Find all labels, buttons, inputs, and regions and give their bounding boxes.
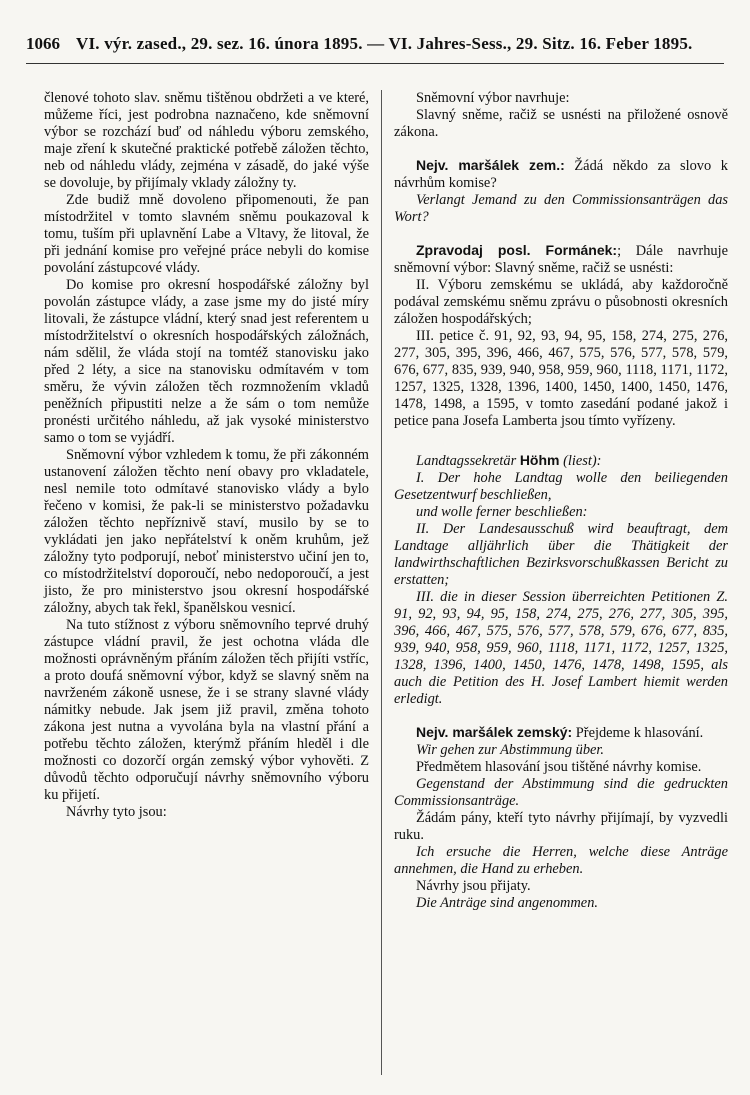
- paragraph-german: Wir gehen zur Abstimmung über.: [416, 742, 605, 758]
- paragraph-german: Verlangt Jemand zu den Commissionsanträgen das Wort?: [394, 192, 728, 225]
- page-number: 1066: [26, 34, 60, 53]
- speaker-note: (liest):: [563, 453, 602, 469]
- paragraph: II. Výboru zemskému se ukládá, aby každoročně podával zemskému sněmu zprávu o působnosti okresních záložen hospodářských;: [394, 277, 728, 327]
- paragraph-german: und wolle ferner beschließen:: [416, 504, 588, 520]
- paragraph: Do komise pro okresní hospodářské záložny byl povolán zástupce vlády, a zase jsme my do jisté míry litovali, že zástupce vládní, který snad jest referentem u místodržitelství o okresních hospodářských záložnách, nám sdělil, že vláda stojí na tomtéž stanovisku jako před 2 léty, a sice na stanovisku odmítavém v tom směru, že vývin záložen těch rozmnožením vkladů peněžních připustiti nelze a že sám o tom nemůže pronésti určitého náhledu, až jak vysoké ministerstvo samo o tom se vyjádří.: [44, 277, 369, 446]
- paragraph: členové tohoto slav. sněmu tištěnou obdržeti a ve které, můžeme říci, jest podrobna naznačeno, kde sněmovní výbor se rozchází buď od náhledu výboru zemského, maje zření k skutečné praktické potřebě záložen těchto, neb od náhledu vlády, zejména v zásadě, do jaké výše se dovoluje, by přijímaly vklady záložny ty.: [44, 90, 369, 191]
- paragraph: Na tuto stížnost z výboru sněmovního teprvé druhý zástupce vládní pravil, že jest ochotna vláda dle možnosti oprávněným přáním záložen těch přijíti vstříc, a proto doufá sněmovní výbor, když se slavný sněm na navrženém zákoně usnese, že i se strany slavné vlády námitky nebude. Jak jsem již pravil, změna tohoto zákona jest nutna a vyvolána byla na vlastní přání a potřebu těchto záložen, kterýmž přáním hleděl i dle možnosti co dozorčí orgán zemský výbor vyhověti. Z důvodů těchto odporučují návrhy sněmovního výboru ku přijetí.: [44, 617, 369, 803]
- paragraph-german: III. die in dieser Session überreichten Petitionen Z. 91, 92, 93, 94, 95, 158, 274, 275, 276, 277, 305, 395, 396, 466, 467, 575, 576, 577, 578, 579, 676, 677, 835, 939, 940, 958, 959, 960, 1118, 1171, 1172, 1257, 1325, 1328, 1396, 1400, 1450, 1476, 1478, 1498, 1595, als auch die Petition des H. Josef Lambert hiemit werden erledigt.: [394, 589, 728, 707]
- speaker-title: Landtagssekretär: [416, 453, 517, 469]
- paragraph: Žádám pány, kteří tyto návrhy přijímají, by vyzvedli ruku.: [394, 810, 728, 843]
- speech-text: Žádá někdo za slovo k návrhům komise?: [394, 158, 728, 191]
- paragraph: Sněmovní výbor vzhledem k tomu, že při zákonném ustanovení záložen těchto není obavy pro vkladatele, nesl nemile toto odmítavé stanovisko vlády a bylo řečeno v komisi, že pak-li se ministerstvo požadavku záložen těchto nepříznivě staví, musilo by se to vykládati jen jako nepřátelství k oněm kruhům, jež záložny tyto podporují, neboť ministerstvo učiní jen to, co místodržitelství doporoučí, nebo nedoporoučí, a jest jisto, že pro ministerstvo jsou okresní hospodářské záložny, abych tak řekl, španělskou vesnicí.: [44, 447, 369, 616]
- paragraph: Předmětem hlasování jsou tištěné návrhy komise.: [416, 759, 702, 775]
- two-column-body: [44, 90, 728, 1075]
- paragraph: Návrhy tyto jsou:: [66, 804, 167, 820]
- paragraph: Zde budiž mně dovoleno připomenouti, že pan místodržitel v tomto slavném sněmu poukazoval k tomu, tuším při uplavnění Labe a Vltavy, že litoval, že při jednání komise pro veřejné práce nebyli do komise povolání zástupcové vlády.: [44, 192, 369, 276]
- left-column: [44, 90, 381, 1075]
- paragraph: Sněmovní výbor navrhuje:: [416, 90, 570, 106]
- speaker-name: Höhm: [519, 452, 560, 468]
- right-column: [381, 90, 728, 1075]
- paragraph-german: Gegenstand der Abstimmung sind die gedruckten Commissionsanträge.: [394, 776, 728, 809]
- speech-text: ; Dále navrhuje sněmovní výbor: Slavný sněme, račiž se usnésti:: [394, 243, 728, 276]
- spacer: [394, 226, 728, 242]
- spacer: [394, 708, 728, 724]
- speaker-paragraph: [394, 452, 728, 470]
- paragraph-german: I. Der hohe Landtag wolle den beiliegenden Gesetzentwurf beschließen,: [394, 470, 728, 503]
- paragraph: Návrhy jsou přijaty.: [416, 878, 531, 894]
- paragraph-german: II. Der Landesausschuß wird beauftragt, dem Landtage alljährlich über die Thätigkeit der landwirthschaftlichen Bezirksvorschußkassen Bericht zu erstatten;: [394, 521, 728, 588]
- speaker-name: Zpravodaj posl. Formánek:: [416, 242, 618, 258]
- speaker-name: Nejv. maršálek zem.:: [416, 157, 565, 173]
- speaker-name: Nejv. maršálek zemský:: [416, 724, 573, 740]
- paragraph-german: Ich ersuche die Herren, welche diese Anträge annehmen, die Hand zu erheben.: [394, 844, 728, 877]
- page-header: [26, 34, 724, 64]
- spacer: [394, 430, 728, 452]
- speaker-paragraph: [394, 242, 728, 277]
- paragraph: Slavný sněme, račiž se usnésti na přiložené osnově zákona.: [394, 107, 728, 140]
- paragraph: III. petice č. 91, 92, 93, 94, 95, 158, 274, 275, 276, 277, 305, 395, 396, 466, 467, 575, 576, 577, 578, 579, 676, 677, 835, 939, 940, 958, 959, 960, 1118, 1171, 1172, 1257, 1325, 1328, 1396, 1400, 1450, 1400, 1450, 1476, 1478, 1498, a 1595, v tomto zasedání podané jakož i petice pana Josefa Lamberta jsou tímto vyřízeny.: [394, 328, 728, 429]
- spacer: [394, 141, 728, 157]
- paragraph-german: Die Anträge sind angenommen.: [416, 895, 598, 911]
- speaker-paragraph: [394, 157, 728, 192]
- header-text: VI. výr. zased., 29. sez. 16. února 1895. — VI. Jahres-Sess., 29. Sitz. 16. Feber 1895.: [76, 34, 693, 53]
- speech-text: Přejdeme k hlasování.: [575, 725, 704, 741]
- speaker-paragraph: [394, 724, 728, 742]
